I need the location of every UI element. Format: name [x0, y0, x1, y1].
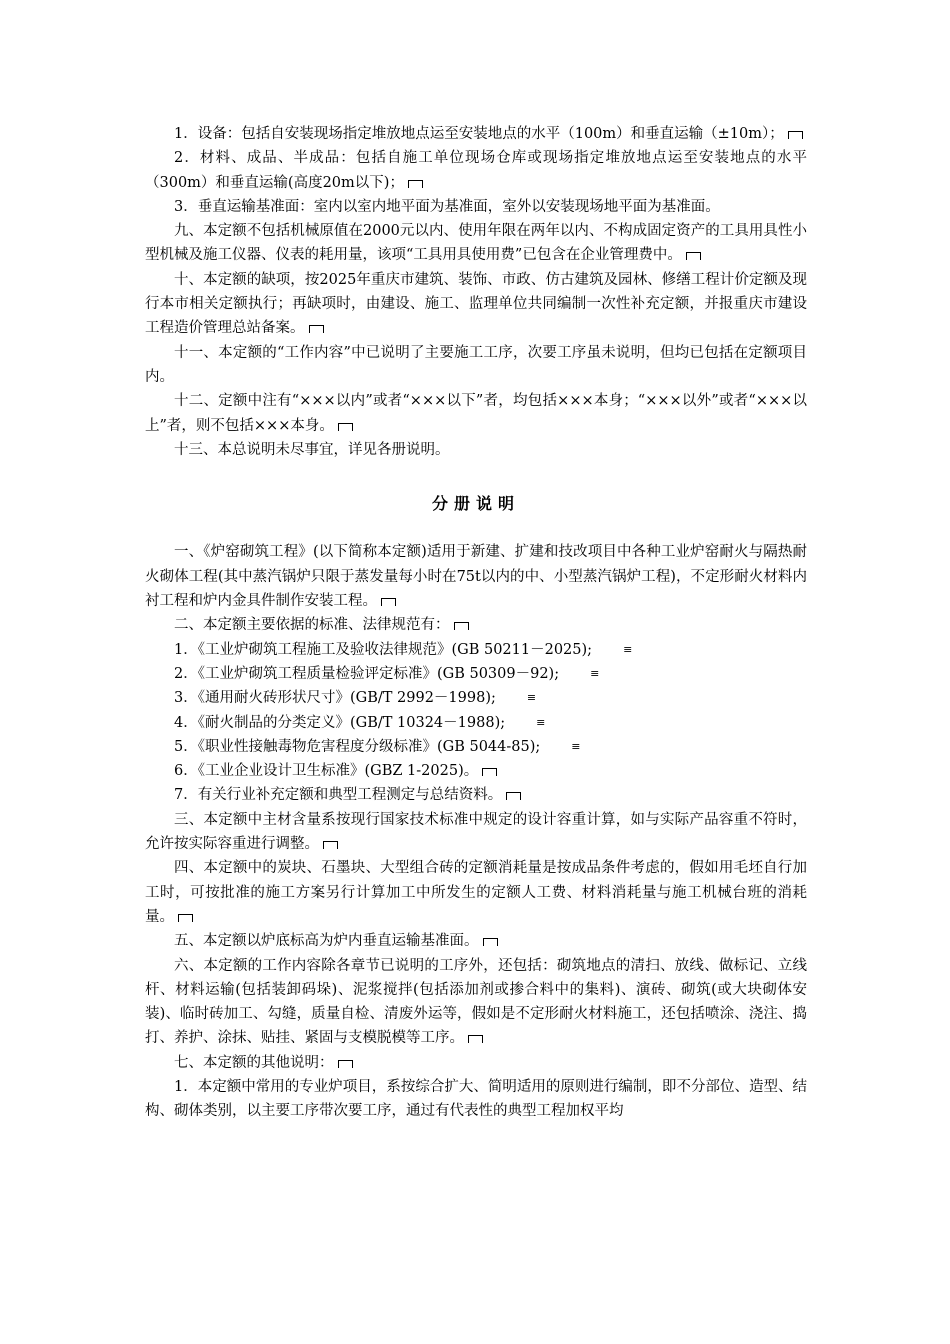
paragraph-mark-icon: [338, 423, 353, 431]
list-item: 6．《工业企业设计卫生标准》(GBZ 1-2025)。: [145, 759, 807, 783]
paragraph: 2．材料、成品、半成品：包括自施工单位现场仓库或现场指定堆放地点运至安装地点的水平（300m）和垂直运输(高度20m以下)；: [145, 150, 807, 191]
paragraph: 1．本定额中常用的专业炉项目，系按综合扩大、简明适用的原则进行编制，即不分部位、造型、结构、砌体类别，以主要工序带次要工序，通过有代表性的典型工程加权平均: [145, 1078, 807, 1120]
document-page: [145, 122, 807, 1124]
paragraph-mark-icon: [482, 768, 497, 776]
paragraph: 五、本定额以炉底标高为炉内垂直运输基准面。: [145, 929, 807, 953]
section-title: 分册说明: [431, 494, 520, 514]
paragraph: 十二、定额中注有“×××以内”或者“×××以下”者，均包括×××本身；“×××以外”或者“×××以上”者，则不包括×××本身。: [145, 393, 807, 434]
list-item: 1．《工业炉砌筑工程施工及验收法律规范》(GB 50211－2025); ≡: [145, 638, 807, 662]
paragraph: 十一、本定额的“工作内容”中已说明了主要施工工序，次要工序虽未说明，但均已包括在定额项目内。: [145, 344, 807, 385]
paragraph-mark-icon: [178, 914, 193, 922]
paragraph-mark-icon: [381, 598, 396, 606]
paragraph-mark-icon: [506, 792, 521, 800]
paragraph: 一、《炉窑砌筑工程》(以下简称本定额)适用于新建、扩建和技改项目中各种工业炉窑耐火与隔热耐火砌体工程(其中蒸汽锅炉只限于蒸发量每小时在75t以内的中、小型蒸汽锅炉工程)，不定形耐火材料内衬工程和炉内金具件制作安装工程。: [145, 544, 807, 610]
paragraph-mark-icon: [483, 938, 498, 946]
line-break-mark-icon: ≡: [590, 666, 599, 680]
line-break-mark-icon: ≡: [526, 691, 536, 705]
paragraph-mark-icon: [454, 622, 469, 630]
list-item: 3．《通用耐火砖形状尺寸》(GB/T 2992－1998); ≡: [145, 686, 807, 710]
paragraph: 十、本定额的缺项，按2025年重庆市建筑、装饰、市政、仿古建筑及园林、修缮工程计价定额及现行本市相关定额执行；再缺项时，由建设、施工、监理单位共同编制一次性补充定额，并报重庆市建设工程造价管理总站备案。: [145, 271, 807, 337]
line-break-mark-icon: ≡: [536, 715, 545, 729]
line-break-mark-icon: ≡: [571, 739, 580, 753]
list-item: 4．《耐火制品的分类定义》(GB/T 10324－1988); ≡: [145, 711, 807, 735]
list-item: 7．有关行业补充定额和典型工程测定与总结资料。: [145, 783, 807, 807]
paragraph-mark-icon: [323, 841, 338, 849]
paragraph: 二、本定额主要依据的标准、法律规范有：: [145, 613, 807, 637]
line-break-mark-icon: ≡: [623, 642, 632, 656]
paragraph: 七、本定额的其他说明：: [145, 1051, 807, 1075]
paragraph: 十三、本总说明未尽事宜，详见各册说明。: [174, 441, 450, 458]
paragraph: 三、本定额中主材含量系按现行国家技术标准中规定的设计容重计算，如与实际产品容重不符时，允许按实际容重进行调整。: [145, 811, 807, 853]
paragraph-mark-icon: [686, 252, 701, 260]
paragraph-mark-icon: [408, 180, 423, 188]
section-general-notes: [145, 122, 807, 462]
paragraph: 1．设备：包括自安装现场指定堆放地点运至安装地点的水平（100m）和垂直运输（±10m）；: [145, 122, 807, 146]
paragraph-mark-icon: [788, 131, 803, 139]
paragraph-mark-icon: [309, 325, 324, 333]
paragraph-mark-icon: [338, 1060, 353, 1068]
paragraph-mark-icon: [468, 1035, 483, 1043]
section-volume-notes: [145, 540, 807, 1123]
paragraph: 3．垂直运输基准面：室内以室内地平面为基准面，室外以安装现场地平面为基准面。: [174, 198, 720, 215]
paragraph: 四、本定额中的炭块、石墨块、大型组合砖的定额消耗量是按成品条件考虑的，假如用毛坯自行加工时，可按批准的施工方案另行计算加工中所发生的定额人工费、材料消耗量与施工机械台班的消耗量。: [145, 860, 807, 925]
paragraph: 六、本定额的工作内容除各章节已说明的工序外，还包括：砌筑地点的清扫、放线、做标记、立线杆、材料运输(包括装卸码垛)、泥浆搅拌(包括添加剂或掺合料中的集料)、演砖、砌筑(或大块砌体安装)、临时砖加工、勾缝，质量自检、清废外运等，假如是不定形耐火材料施工，还包括喷涂、浇注、捣打、养护、涂抹、贴挂、紧固与支模脱模等工序。: [145, 957, 807, 1047]
paragraph: 九、本定额不包括机械原值在2000元以内、使用年限在两年以内、不构成固定资产的工具用具性小型机械及施工仪器、仪表的耗用量，该项“工具用具使用费”已包含在企业管理费中。: [145, 223, 807, 264]
list-item: 2．《工业炉砌筑工程质量检验评定标准》(GB 50309－92); ≡: [145, 662, 807, 686]
list-item: 5．《职业性接触毒物危害程度分级标准》(GB 5044-85); ≡: [145, 735, 807, 759]
